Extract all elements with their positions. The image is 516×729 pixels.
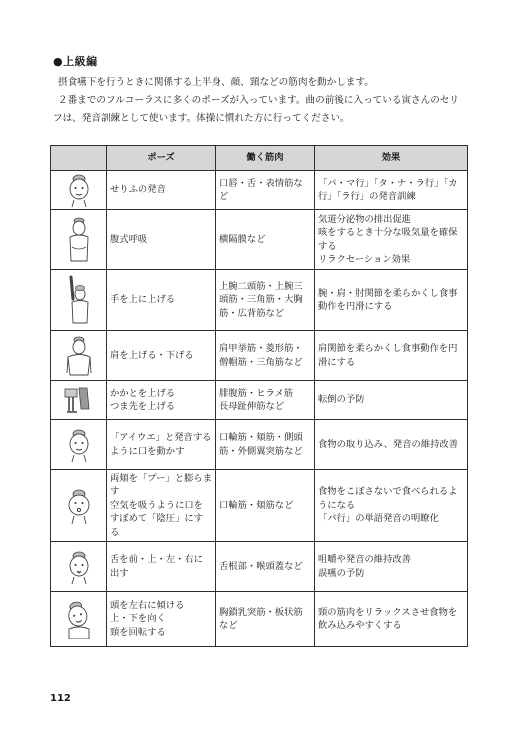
cheeks-icon <box>51 488 106 524</box>
figure-cell <box>51 592 107 647</box>
pose-cell: 肩を上げる・下げる <box>107 331 216 381</box>
muscles-cell: 舌根部・喉頭蓋など <box>216 542 315 592</box>
pose-cell: 腹式呼吸 <box>107 210 216 270</box>
figure-cell <box>51 331 107 381</box>
section-title: ●上級編 <box>53 55 98 68</box>
pose-cell: 舌を前・上・左・右に出す <box>107 542 216 592</box>
effect-cell: 気道分泌物の排出促進 咳をするとき十分な吸気量を確保する リラクセーション効果 <box>315 210 468 270</box>
table-row <box>51 542 468 592</box>
header-figure <box>51 146 107 171</box>
pose-cell: かかとを上げる つま先を上げる <box>107 381 216 420</box>
face-icon <box>51 173 106 207</box>
figure-cell <box>51 420 107 470</box>
figure-cell <box>51 270 107 331</box>
pose-cell: せりふの発音 <box>107 171 216 210</box>
muscles-cell: 口輪筋・頬筋・側頭筋・外側翼突筋など <box>216 420 315 470</box>
face-icon <box>51 428 106 462</box>
effect-cell: 「パ・マ行」「タ・ナ・ラ行」「カ行」「ラ行」の発音訓練 <box>315 171 468 210</box>
header-pose: ポーズ <box>107 146 216 171</box>
pose-cell: 手を上に上げる <box>107 270 216 331</box>
effect-cell: 咀嚼や発音の維持改善 誤嚥の予防 <box>315 542 468 592</box>
muscles-cell: 腓腹筋・ヒラメ筋 長母趾伸筋など <box>216 381 315 420</box>
muscles-cell: 胸鎖乳突筋・板状筋など <box>216 592 315 647</box>
figure-cell <box>51 171 107 210</box>
intro-paragraph-2: ２番までのフルコーラスに多くのポーズが入っています。曲の前後に入っている寅さんのセリフは、発音訓練として使います。体操に慣れた方に行ってください。 <box>53 95 460 124</box>
pose-cell: 頭を左右に傾ける 上・下を向く 頸を回転する <box>107 592 216 647</box>
pose-cell: 両頬を「プー」と膨らます 空気を吸うように口をすぼめて「陰圧」にする <box>107 470 216 542</box>
muscles-cell: 横隔膜など <box>216 210 315 270</box>
table-row <box>51 210 468 270</box>
intro-paragraph-1: 摂食嚥下を行うときに関係する上半身、顔、頸などの筋肉を動かします。 <box>58 77 374 88</box>
effect-cell: 頸の筋肉をリラックスさせ食物を飲み込みやすくする <box>315 592 468 647</box>
figure-cell <box>51 470 107 542</box>
header-effect: 効果 <box>315 146 468 171</box>
table-row <box>51 171 468 210</box>
table-row <box>51 331 468 381</box>
effect-cell: 食物をこぼさないで食べられるようになる 「パ行」の単語発音の明瞭化 <box>315 470 468 542</box>
muscles-cell: 口唇・舌・表情筋など <box>216 171 315 210</box>
table-header-row <box>51 146 468 171</box>
shoulder-icon <box>51 335 106 377</box>
table-row <box>51 592 468 647</box>
muscles-cell: 上腕二頭筋・上腕三頭筋・三角筋・大胸筋・広背筋など <box>216 270 315 331</box>
effect-cell: 腕・肩・肘関節を柔らかくし食事動作を円滑にする <box>315 270 468 331</box>
torso-icon <box>51 217 106 263</box>
effect-cell: 肩関節を柔らかくし食事動作を円滑にする <box>315 331 468 381</box>
effect-cell: 食物の取り込み、発音の維持改善 <box>315 420 468 470</box>
tongue-icon <box>51 550 106 584</box>
table-row <box>51 470 468 542</box>
exercise-table <box>50 145 468 647</box>
figure-cell <box>51 381 107 420</box>
legs-icon <box>51 385 106 415</box>
figure-cell <box>51 210 107 270</box>
neck-tilt-icon <box>51 599 106 639</box>
header-muscles: 働く筋肉 <box>216 146 315 171</box>
arm-raise-icon <box>51 275 106 325</box>
muscles-cell: 口輪筋・頬筋など <box>216 470 315 542</box>
table-row <box>51 381 468 420</box>
effect-cell: 転倒の予防 <box>315 381 468 420</box>
pose-cell: 「アイウエ」と発音するように口を動かす <box>107 420 216 470</box>
table-row <box>51 270 468 331</box>
figure-cell <box>51 542 107 592</box>
muscles-cell: 肩甲挙筋・菱形筋・僧帽筋・三角筋など <box>216 331 315 381</box>
page-number: 112 <box>50 693 71 704</box>
table-row <box>51 420 468 470</box>
